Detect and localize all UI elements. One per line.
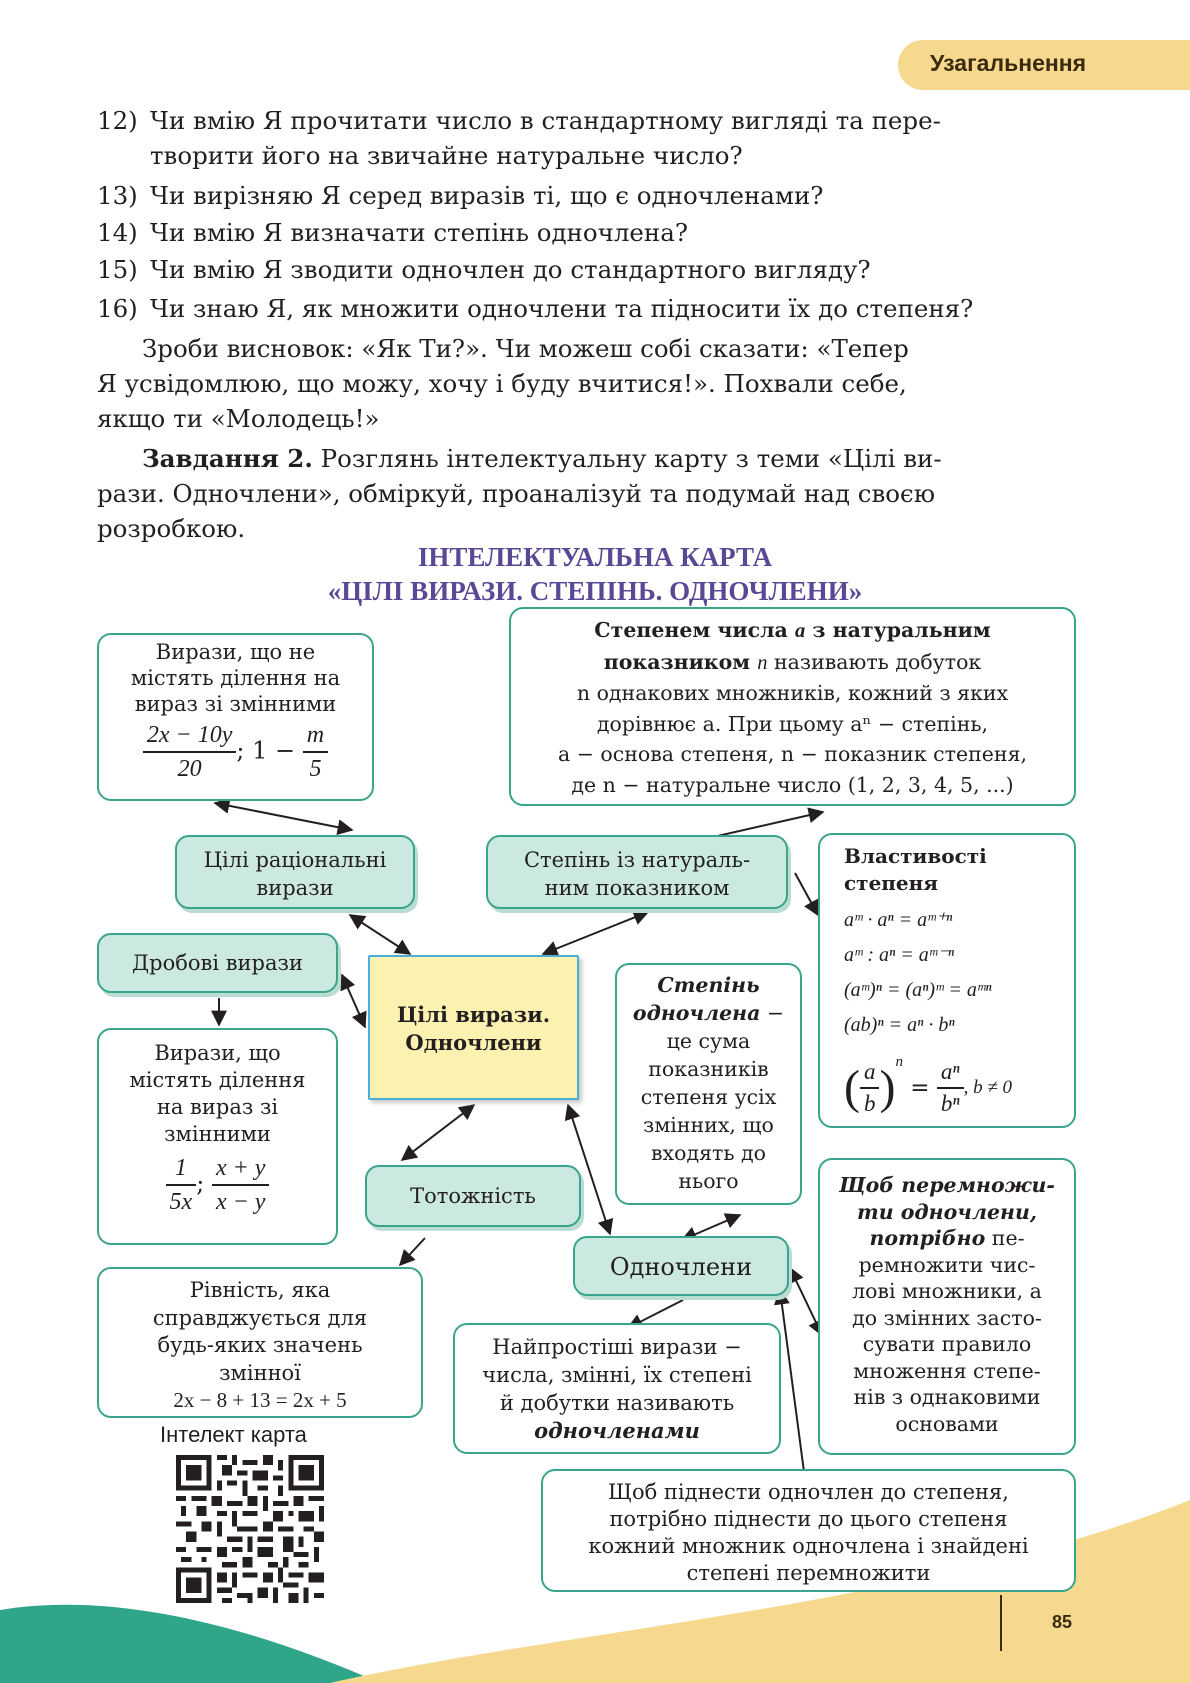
- fractional-def-f1-den: 5x: [169, 1189, 193, 1215]
- fractional-def-separator: ;: [196, 1169, 205, 1198]
- whole-def-fraction-2: [303, 719, 328, 785]
- central-topic-line1: Цілі вирази.: [396, 1002, 551, 1027]
- monomial-degree-l6: змінних, що: [643, 1113, 774, 1137]
- property-power-of-quotient: ( $\frac{a}{b}$ )$^n$ = $\frac{\text{aⁿ}}{\text{bⁿ}}$ , b ≠ 0: [844, 1047, 1074, 1119]
- monomial-degree-l4: показників: [648, 1057, 769, 1081]
- fractional-def-fraction-2: [212, 1152, 270, 1218]
- whole-def-one-minus: 1 −: [252, 736, 296, 765]
- task-line3: розробкою.: [97, 514, 246, 543]
- power-rule-l2: потрібно піднести до цього степеня: [609, 1507, 1008, 1531]
- property-rhs-num: aⁿ: [937, 1057, 964, 1089]
- property-quotient: aᵐ : aⁿ = aᵐ⁻ⁿ: [844, 944, 954, 966]
- monomial-degree-l1: Степінь: [657, 973, 760, 997]
- property-lhs-exp: n: [895, 1054, 903, 1070]
- fractional-def-fraction-1: [166, 1152, 197, 1218]
- property-equals: =: [910, 1075, 930, 1101]
- whole-def-line2: містять ділення на: [130, 666, 341, 690]
- property-lhs-fraction: [860, 1057, 880, 1119]
- power-rule-l1: Щоб піднести одночлен до степеня,: [608, 1480, 1009, 1504]
- question-16-number: 16): [97, 294, 138, 323]
- monomials-def-l4: одночленами: [534, 1418, 700, 1443]
- whole-def-f1-num: 2x − 10y: [143, 719, 237, 753]
- whole-rational-line1: Цілі раціональні: [203, 848, 387, 872]
- question-12-number: 12): [97, 106, 138, 135]
- power-properties-box: [818, 833, 1076, 1128]
- question-14-text: Чи вмію Я визначати степінь одночлена?: [150, 218, 688, 247]
- qr-label: Інтелект карта: [160, 1422, 307, 1447]
- natural-power-node: [486, 835, 788, 909]
- page-number-divider: [1000, 1595, 1002, 1651]
- question-13-text: Чи вирізняю Я серед виразів ті, що є одночленами?: [150, 181, 824, 210]
- fractional-expressions-node: Дробові вирази: [97, 933, 338, 993]
- property-product: aᵐ · aⁿ = aᵐ⁺ⁿ: [844, 909, 953, 931]
- monomials-def-l3: й добутки називають: [499, 1391, 735, 1415]
- whole-expressions-definition-box: [97, 633, 374, 801]
- identity-def-l1: Рівність, яка: [189, 1278, 331, 1302]
- question-16-text: Чи знаю Я, як множити одночлени та підносити їх до степеня?: [150, 294, 974, 323]
- qr-code[interactable]: [176, 1455, 324, 1603]
- map-title-line1: ІНТЕЛЕКТУАЛЬНА КАРТА: [417, 542, 773, 572]
- multiply-rule-l5: лові множники, а: [852, 1279, 1042, 1303]
- power-rule-l4: степені перемножити: [686, 1561, 931, 1585]
- natural-power-line1: Степінь із натураль-: [523, 848, 751, 872]
- central-topic-node: [368, 955, 579, 1100]
- question-12-line1: Чи вмію Я прочитати число в стандартному вигляді та пере-: [150, 106, 941, 135]
- monomial-degree-l7: входять до: [651, 1141, 766, 1165]
- fractional-def-line3: на вираз зі: [156, 1095, 279, 1119]
- whole-def-line3: вираз зі змінними: [134, 692, 337, 716]
- multiply-rule-l3: потрібно: [869, 1226, 986, 1250]
- whole-def-fraction-1: [143, 719, 237, 785]
- power-def-line4: дорівнює a. При цьому aⁿ − степінь,: [596, 711, 989, 736]
- property-rhs-den: bⁿ: [940, 1091, 960, 1116]
- power-def-l1var: a: [794, 620, 806, 642]
- identity-def-l4: змінної: [219, 1360, 301, 1385]
- fractional-def-line2: містять ділення: [129, 1068, 306, 1092]
- monomial-degree-l2b: −: [760, 1001, 785, 1025]
- monomial-degree-l3: це сума: [666, 1029, 751, 1053]
- question-15-number: 15): [97, 255, 138, 284]
- multiply-rule-l3b: пе-: [985, 1226, 1025, 1250]
- identity-def-l2: справджується для: [152, 1305, 368, 1330]
- multiply-rule-l9: нів з однаковими: [853, 1385, 1041, 1409]
- power-def-l1b: з натуральним: [805, 618, 991, 642]
- power-def-line6: де n − натуральне число (1, 2, 3, 4, 5, ...): [571, 772, 1014, 797]
- whole-def-f1-den: 20: [177, 756, 202, 782]
- whole-def-example: [99, 719, 372, 785]
- power-def-l1a: Степенем числа: [594, 618, 795, 642]
- power-def-l2var: n: [757, 651, 768, 674]
- identity-def-l3: будь-яких значень: [157, 1333, 363, 1357]
- conclusion-line1: Зроби висновок: «Як Ти?». Чи можеш собі сказати: «Тепер: [142, 334, 909, 363]
- monomials-def-l1: Найпростіші вирази −: [492, 1335, 742, 1359]
- central-topic-line2: Одночлени: [405, 1030, 542, 1055]
- whole-rational-line2: вирази: [256, 876, 334, 900]
- multiply-rule-l8: множення степе-: [853, 1358, 1041, 1383]
- multiply-rule-l4: ремножити чис-: [858, 1252, 1036, 1277]
- properties-title-line2: степеня: [844, 871, 939, 895]
- fractional-def-f2-num: x + y: [212, 1152, 270, 1186]
- monomials-node: Одночлени: [573, 1236, 789, 1296]
- power-def-l2b: називають добуток: [767, 649, 982, 674]
- property-lhs-den: b: [863, 1091, 876, 1116]
- whole-def-f2-num: m: [303, 719, 328, 753]
- multiply-rule-l6: до змінних засто-: [852, 1305, 1042, 1330]
- page-number: 85: [1052, 1612, 1073, 1632]
- power-def-line2: [511, 647, 1074, 679]
- question-13-number: 13): [97, 181, 138, 210]
- property-power-of-power: (aᵐ)ⁿ = (aⁿ)ᵐ = aᵐⁿ: [844, 979, 992, 1001]
- identity-node: Тотожність: [365, 1165, 581, 1227]
- fractional-definition-box: [97, 1028, 338, 1245]
- question-15-text: Чи вмію Я зводити одночлен до стандартного вигляду?: [150, 255, 871, 284]
- power-def-l2a: показником: [603, 649, 758, 674]
- task-line1-text: Розглянь інтелектуальну карту з теми «Цілі ви-: [312, 444, 942, 473]
- multiply-rule-l10: основами: [895, 1411, 999, 1436]
- multiply-rule-l7: сувати правило: [862, 1332, 1032, 1356]
- monomials-definition-box: [453, 1323, 781, 1454]
- raise-monomial-power-rule-box: [541, 1469, 1076, 1592]
- task-line2: рази. Одночлени», обміркуй, проаналізуй та подумай над своєю: [97, 479, 936, 508]
- power-rule-l3: кожний множник одночлена і знайдені: [588, 1534, 1029, 1558]
- monomial-degree-l8: нього: [678, 1169, 739, 1193]
- fractional-def-example: [99, 1152, 336, 1218]
- map-title-line2: «ЦІЛІ ВИРАЗИ. СТЕПІНЬ. ОДНОЧЛЕНИ»: [327, 576, 863, 606]
- fractional-def-line1: Вирази, що: [154, 1041, 281, 1065]
- whole-def-line1: Вирази, що не: [155, 640, 316, 664]
- whole-rational-expressions-node: [175, 835, 415, 909]
- monomial-degree-l5: степеня усіх: [640, 1085, 777, 1109]
- property-rhs-fraction: [937, 1057, 964, 1119]
- power-def-line1: [511, 615, 1074, 647]
- power-def-line3: n однакових множників, кожний з яких: [576, 681, 1009, 705]
- fractional-def-line4: змінними: [164, 1122, 271, 1146]
- task-label: Завдання 2.: [142, 444, 313, 473]
- whole-def-f2-den: 5: [309, 756, 322, 782]
- question-12-line2: творити його на звичайне натуральне число?: [150, 141, 743, 170]
- fractional-def-f1-num: 1: [166, 1152, 197, 1186]
- conclusion-line2: Я усвідомлюю, що можу, хочу і буду вчитися!». Похвали себе,: [97, 369, 907, 398]
- section-tag-label: Узагальнення: [930, 50, 1087, 76]
- property-condition: , b ≠ 0: [963, 1077, 1013, 1098]
- multiply-rule-l2: ти одночлени,: [857, 1199, 1037, 1224]
- power-def-line5: a − основа степеня, n − показник степеня,: [557, 742, 1028, 766]
- fractional-def-f2-den: x − y: [215, 1189, 266, 1215]
- multiply-rule-l1: Щоб перемножи-: [839, 1173, 1055, 1197]
- power-definition-box: [509, 607, 1076, 806]
- conclusion-line3: якщо ти «Молодець!»: [97, 404, 380, 433]
- multiply-monomials-rule-box: [818, 1158, 1076, 1455]
- properties-title-line1: Властивості: [844, 844, 987, 868]
- monomial-degree-box: [615, 963, 802, 1205]
- monomial-degree-l2: одночлена: [632, 1001, 761, 1025]
- question-14-number: 14): [97, 218, 138, 247]
- monomials-def-l2: числа, змінні, їх степені: [482, 1363, 752, 1387]
- multiply-rule-line3: [820, 1225, 1074, 1252]
- monomial-degree-line2: [617, 999, 800, 1027]
- identity-definition-box: [97, 1267, 423, 1418]
- natural-power-line2: ним показником: [544, 876, 730, 900]
- identity-def-example: 2x − 8 + 13 = 2x + 5: [173, 1388, 347, 1412]
- property-power-of-product: (ab)ⁿ = aⁿ · bⁿ: [844, 1014, 955, 1036]
- property-lhs-num: a: [860, 1057, 880, 1089]
- whole-def-separator: ;: [236, 736, 245, 765]
